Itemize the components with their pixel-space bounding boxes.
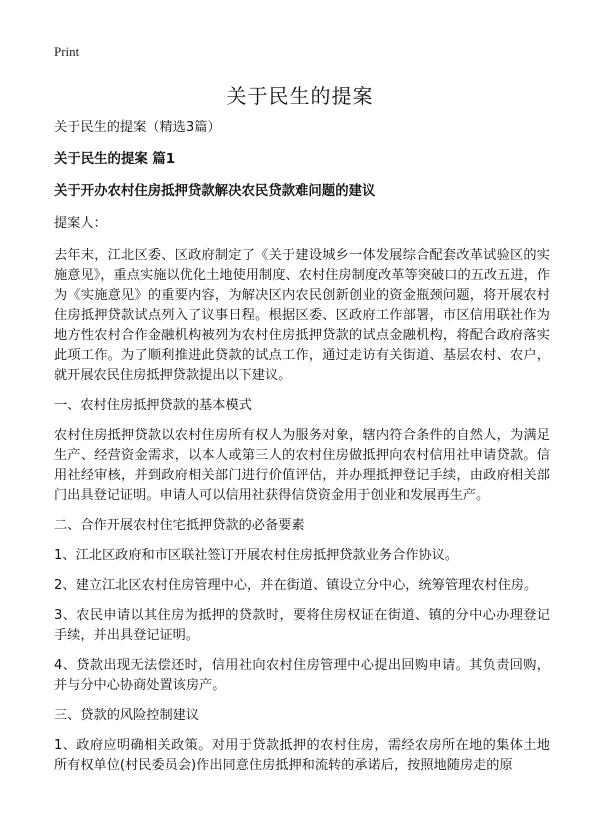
heading-requirements: 二、合作开展农村住宅抵押贷款的必备要素 <box>54 518 305 533</box>
paragraph-basic-mode: 农村住房抵押贷款以农村住房所有权人为服务对象，辖内符合条件的自然人，为满足生产、经营资金需求，以本人或第三人的农村住房做抵押向农村信用社申请贷款。信用社经审核，并到政府相关部门进行价值评估，并办理抵押登记手续，由政府相关部门出具登记证明。申请人可以信用社获得信贷资金用于创业和发展再生产。 <box>54 428 550 503</box>
proposal-title: 关于开办农村住房抵押贷款解决农民贷款难问题的建议 <box>54 184 376 199</box>
paragraph-risk-1: 1、政府应明确相关政策。对用于贷款抵押的农村住房，需经农房所在地的集体土地所有权单位(村民委员会)作出同意住房抵押和流转的承诺后，按照地随房走的原 <box>54 738 550 773</box>
heading-risk-control: 三、贷款的风险控制建议 <box>54 708 200 723</box>
article-subtitle: 关于民生的提案（精选3篇） <box>54 120 221 135</box>
paragraph-intro: 去年末，江北区委、区政府制定了《关于建设城乡一体发展综合配套改革试验区的实施意见》，重点实施以优化土地使用制度、农村住房制度改革等突破口的五改五进，作为《实施意见》的重要内容，为解决区内农民创新创业的资金瓶颈问题，将开展农村住房抵押贷款试点列入了议事日程。根据区委、区政府工作部署，市区信用联社作为地方性农村合作金融机构被列为农村住房抵押贷款的试点金融机构，将配合政府落实此项工作。为了顺利推进此贷款的试点工作，通过走访有关街道、基层农村、农户，就开展农民住房抵押贷款提出以下建议。 <box>54 248 550 383</box>
proposer-line: 提案人： <box>54 216 107 231</box>
list-item-1: 1、江北区政府和市区联社签订开展农村住房抵押贷款业务合作协议。 <box>54 548 459 563</box>
list-item-3: 3、农民申请以其住房为抵押的贷款时，要将住房权证在街道、镇的分中心办理登记手续，并出具登记证明。 <box>54 608 550 643</box>
article-body <box>54 118 550 786</box>
print-link[interactable]: Print <box>54 44 80 59</box>
heading-basic-mode: 一、农村住房抵押贷款的基本模式 <box>54 398 252 413</box>
section-heading: 关于民生的提案 篇1 <box>54 152 176 167</box>
list-item-4: 4、贷款出现无法偿还时，信用社向农村住房管理中心提出回购申请。其负责回购，并与分中心协商处置该房产。 <box>54 658 550 693</box>
page-title: 关于民生的提案 <box>226 84 374 108</box>
list-item-2: 2、建立江北区农村住房管理中心，并在街道、镇设立分中心，统筹管理农村住房。 <box>54 578 538 593</box>
